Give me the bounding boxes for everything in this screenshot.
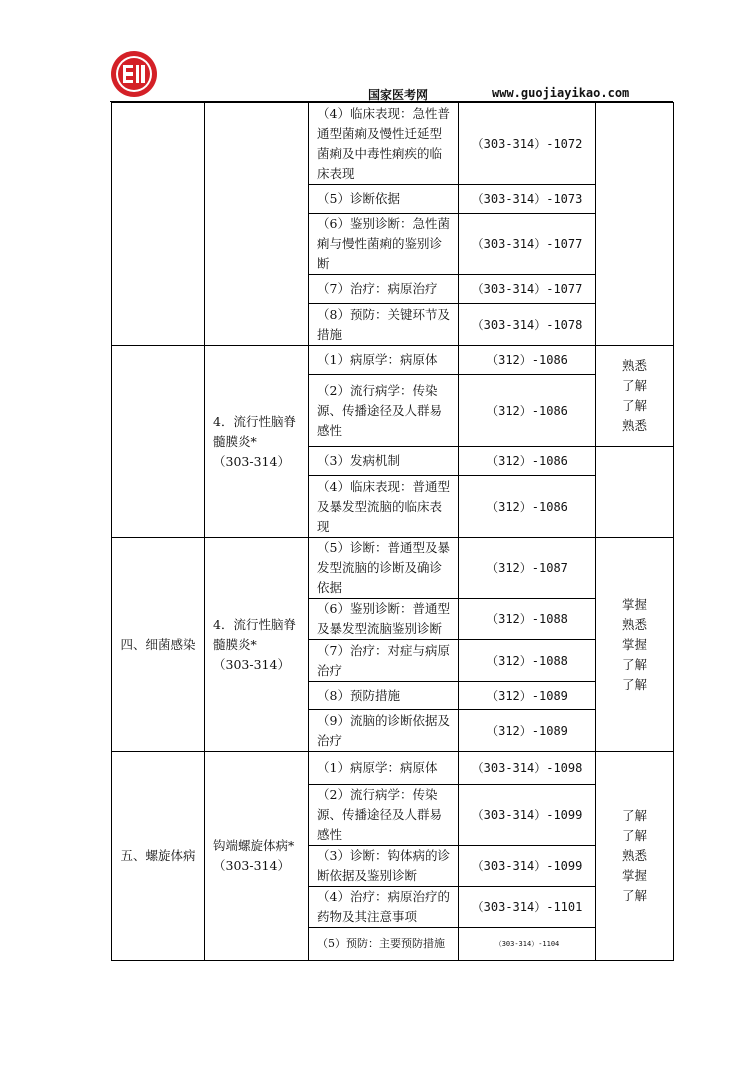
subtopic-cell <box>205 346 309 538</box>
item-text: （5）诊断依据 <box>309 185 459 214</box>
code-text: （312）-1086 <box>459 447 596 476</box>
item-text: （6）鉴别诊断：急性菌痢与慢性菌痢的鉴别诊断 <box>309 214 459 275</box>
subtopic-line: 髓膜炎* <box>213 433 257 449</box>
subtopic-line: （303-314） <box>213 656 290 672</box>
item-text: （1）病原学：病原体 <box>309 752 459 785</box>
level-text: 了解 <box>621 398 647 413</box>
code-text: （312）-1089 <box>459 710 596 752</box>
site-url[interactable]: www.guojiayikao.com <box>492 86 630 100</box>
table-row <box>112 752 674 785</box>
subtopic-line: 髓膜炎* <box>213 636 257 652</box>
item-text: （3）发病机制 <box>309 447 459 476</box>
code-text: （312）-1086 <box>459 346 596 375</box>
level-text: 了解 <box>621 378 647 393</box>
section-cell-empty <box>112 346 205 538</box>
level-cell <box>596 752 674 961</box>
item-text: （9）流脑的诊断依据及治疗 <box>309 710 459 752</box>
level-text: 熟悉 <box>621 848 647 863</box>
level-text: 了解 <box>621 888 647 903</box>
item-text: （4）临床表现：普通型及暴发型流脑的临床表现 <box>309 476 459 538</box>
level-cell <box>596 538 674 752</box>
code-text: （303-314）-1072 <box>459 103 596 185</box>
subtopic-line: 钩端螺旋体病* <box>213 838 295 853</box>
table-row <box>112 103 674 185</box>
code-text: （303-314）-1104 <box>459 928 596 961</box>
level-text: 掌握 <box>621 636 647 652</box>
level-text: 了解 <box>621 828 647 843</box>
code-text: （312）-1088 <box>459 640 596 682</box>
code-text: （303-314）-1077 <box>459 214 596 275</box>
item-text: （2）流行病学：传染源、传播途径及人群易感性 <box>309 785 459 846</box>
item-text: （3）诊断：钩体病的诊断依据及鉴别诊断 <box>309 846 459 887</box>
level-text: 了解 <box>621 676 647 692</box>
item-text: （8）预防：关键环节及措施 <box>309 304 459 346</box>
syllabus-table <box>111 102 674 961</box>
level-text: 熟悉 <box>621 418 647 433</box>
level-cell-empty <box>596 103 674 346</box>
item-text: （8）预防措施 <box>309 682 459 710</box>
code-text: （312）-1086 <box>459 375 596 447</box>
code-text: （303-314）-1077 <box>459 275 596 304</box>
item-text: （5）预防：主要预防措施 <box>309 928 459 961</box>
level-text: 掌握 <box>621 596 647 612</box>
section-cell: 五、螺旋体病 <box>112 752 205 961</box>
code-text: （303-314）-1101 <box>459 887 596 928</box>
circle-logo-icon <box>110 50 158 98</box>
table-row <box>112 346 674 375</box>
subtopic-line: （303-314） <box>213 858 290 873</box>
subtopic-line: 4．流行性脑脊 <box>213 616 296 632</box>
subtopic-line: （303-314） <box>213 453 290 469</box>
item-text: （4）临床表现：急性普通型菌痢及慢性迁延型菌痢及中毒性痢疾的临床表现 <box>309 103 459 185</box>
level-text: 熟悉 <box>621 358 647 373</box>
code-text: （312）-1088 <box>459 599 596 640</box>
level-text: 熟悉 <box>621 616 647 632</box>
code-text: （303-314）-1073 <box>459 185 596 214</box>
item-text: （4）治疗：病原治疗的药物及其注意事项 <box>309 887 459 928</box>
subtopic-cell-empty <box>205 103 309 346</box>
level-text: 了解 <box>621 808 647 823</box>
level-text: 了解 <box>621 656 647 672</box>
item-text: （7）治疗：病原治疗 <box>309 275 459 304</box>
section-cell-empty <box>112 103 205 346</box>
item-text: （5）诊断：普通型及暴发型流脑的诊断及确诊依据 <box>309 538 459 599</box>
site-name: 国家医考网 <box>368 88 429 102</box>
item-text: （6）鉴别诊断：普通型及暴发型流脑鉴别诊断 <box>309 599 459 640</box>
code-text: （303-314）-1099 <box>459 846 596 887</box>
item-text: （1）病原学：病原体 <box>309 346 459 375</box>
code-text: （303-314）-1078 <box>459 304 596 346</box>
subtopic-line: 4．流行性脑脊 <box>213 413 296 429</box>
level-cell <box>596 346 674 447</box>
subtopic-cell <box>205 538 309 752</box>
code-text: （303-314）-1098 <box>459 752 596 785</box>
code-text: （312）-1086 <box>459 476 596 538</box>
item-text: （2）流行病学：传染源、传播途径及人群易感性 <box>309 375 459 447</box>
level-cell-empty <box>596 447 674 538</box>
table-row <box>112 538 674 599</box>
item-text: （7）治疗：对症与病原治疗 <box>309 640 459 682</box>
subtopic-cell <box>205 752 309 961</box>
level-text: 掌握 <box>621 868 647 883</box>
section-cell: 四、细菌感染 <box>112 538 205 752</box>
code-text: （312）-1089 <box>459 682 596 710</box>
code-text: （312）-1087 <box>459 538 596 599</box>
code-text: （303-314）-1099 <box>459 785 596 846</box>
